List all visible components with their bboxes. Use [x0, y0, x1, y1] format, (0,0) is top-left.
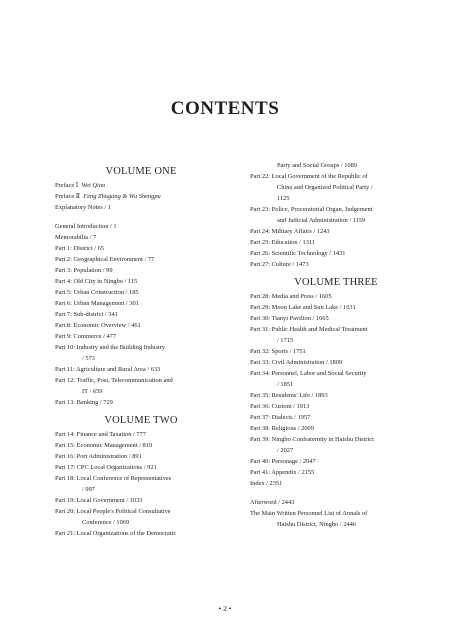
- preface-2-author: Feng Zhugang & Wu Shengpu: [83, 193, 161, 200]
- toc-entry: Part 35: Residents' Life / 1893: [250, 392, 328, 399]
- toc-entry: Part 4: Old City in Ningbo / 115: [55, 278, 138, 285]
- toc-entry: Part 7: Sub-district / 341: [55, 311, 118, 318]
- toc-entry-part-21-cont: Party and Social Groups / 1089: [277, 162, 358, 169]
- volume-one-heading: VOLUME ONE: [105, 166, 177, 177]
- page-number: • 2 •: [218, 604, 232, 613]
- toc-entry: Part 24: Military Affairs / 1243: [250, 228, 330, 235]
- toc-entry: Part 25: Education / 1311: [250, 239, 316, 246]
- toc-entry-part-22-cont: China and Organized Political Party /: [277, 184, 373, 191]
- toc-entry-part-20-cont: Conference / 1069: [82, 519, 130, 526]
- toc-entry-index: Index / 2351: [250, 480, 283, 487]
- toc-entry-part-22: Part 22: Local Government of the Republic of: [250, 173, 368, 180]
- toc-entry: Part 5: Urban Construction / 185: [55, 289, 139, 296]
- toc-entry: Part 6: Urban Management / 301: [55, 300, 139, 307]
- toc-entry-part-33: Part 33: Civil Administration / 1809: [250, 359, 343, 366]
- preface-2-label: Preface Ⅱ: [55, 193, 81, 200]
- toc-entry-part-12-cont: IT / 659: [82, 388, 103, 395]
- toc-entry: Part 29: Moon Lake and Sun Lake / 1631: [250, 304, 356, 311]
- volume-two-heading: VOLUME TWO: [104, 415, 178, 426]
- toc-entry: Part 26: Scientific Technology / 1431: [250, 250, 346, 257]
- toc-entry-part-23-cont: and Judicial Administration / 1159: [277, 217, 366, 224]
- toc-entry-main-list: The Main Written Personnel List of Annals of: [250, 510, 368, 517]
- toc-entry-preface-2: [55, 191, 227, 202]
- toc-entry: Part 3: Population / 99: [55, 267, 113, 274]
- toc-entry-explanatory-notes: Explanatory Notes / 1: [55, 204, 111, 211]
- toc-entry-part-39-page: / 2027: [277, 447, 294, 454]
- toc-entry: Part 37: Dialects / 1957: [250, 414, 311, 421]
- toc-entry-part-13: Part 13: Banking / 729: [55, 399, 113, 406]
- toc-entry: Part 14: Finance and Taxation / 777: [55, 431, 147, 438]
- toc-entry-part-10: Part 10: Industry and the Building Industry: [55, 344, 166, 351]
- toc-entry-part-31: Part 31: Public Health and Medical Treatment: [250, 326, 368, 333]
- page-title: CONTENTS: [170, 98, 280, 119]
- toc-entry: Part 9: Commerce / 477: [55, 333, 117, 340]
- toc-entry-part-31-page: / 1715: [277, 337, 294, 344]
- toc-entry: Part 16: Port Administration / 891: [55, 453, 142, 460]
- preface-1-label: Preface Ⅰ: [55, 182, 79, 189]
- toc-entry: Part 27: Culture / 1473: [250, 261, 309, 268]
- toc-entry-part-20: Part 20: Local People's Political Consultative: [55, 508, 171, 515]
- toc-entry-general-introduction: General Introduction / 1: [55, 223, 117, 230]
- toc-entry-memorabilia: Memorabilia / 7: [55, 234, 97, 241]
- toc-entry-part-18-page: / 997: [82, 486, 95, 493]
- contents-right-column: [250, 160, 422, 530]
- toc-entry-part-18: Part 18: Local Conference of Representatives: [55, 475, 172, 482]
- toc-entry-afterword: Afterword / 2443: [250, 499, 295, 506]
- toc-entry-preface-1: [55, 180, 227, 191]
- toc-entry-part-11: Part 11: Agriculture and Rural Area / 633: [55, 366, 161, 373]
- toc-entry: Part 28: Media and Press / 1605: [250, 293, 332, 300]
- volume-three-heading: VOLUME THREE: [294, 277, 378, 288]
- toc-entry: Part 17: CPC Local Organizations / 921: [55, 464, 157, 471]
- contents-left-column: [55, 160, 227, 539]
- toc-entry: Part 1: District / 65: [55, 245, 104, 252]
- toc-entry-part-19: Part 19: Local Government / 1033: [55, 497, 143, 504]
- toc-entry-part-23: Part 23: Police, Procuratorial Organ, Judgement: [250, 206, 373, 213]
- toc-entry-part-22-page: 1125: [277, 195, 290, 202]
- toc-entry: Part 15: Economic Management / 819: [55, 442, 153, 449]
- toc-entry-part-40: Part 40: Personage / 2047: [250, 458, 316, 465]
- toc-entry: Part 36: Custom / 1913: [250, 403, 310, 410]
- toc-entry-part-39: Part 39: Ningbo Confraternity in Haishu District: [250, 436, 374, 443]
- toc-entry-part-34: Part 34: Personnel, Labor and Social Security: [250, 370, 367, 377]
- toc-entry-part-32: Part 32: Sports / 1751: [250, 348, 306, 355]
- toc-entry: Part 2: Geographical Environment / 77: [55, 256, 155, 263]
- toc-entry-part-10-page: / 573: [82, 355, 95, 362]
- preface-1-author: Wei Qiao: [81, 182, 106, 189]
- toc-entry: Part 30: Tianyi Pavilion / 1665: [250, 315, 329, 322]
- toc-entry-part-21: Part 21: Local Organizations of the Democratic: [55, 530, 177, 537]
- toc-entry-part-41: Part 41: Appendix / 2155: [250, 469, 315, 476]
- toc-entry: Part 38: Religious / 2009: [250, 425, 314, 432]
- toc-entry-part-34-page: / 1851: [277, 381, 294, 388]
- toc-entry-main-list-cont: Haishu District, Ningbo / 2446: [277, 521, 356, 528]
- toc-entry-part-12: Part 12: Traffic, Post, Telecommunication and: [55, 377, 173, 384]
- toc-entry: Part 8: Economic Overview / 461: [55, 322, 141, 329]
